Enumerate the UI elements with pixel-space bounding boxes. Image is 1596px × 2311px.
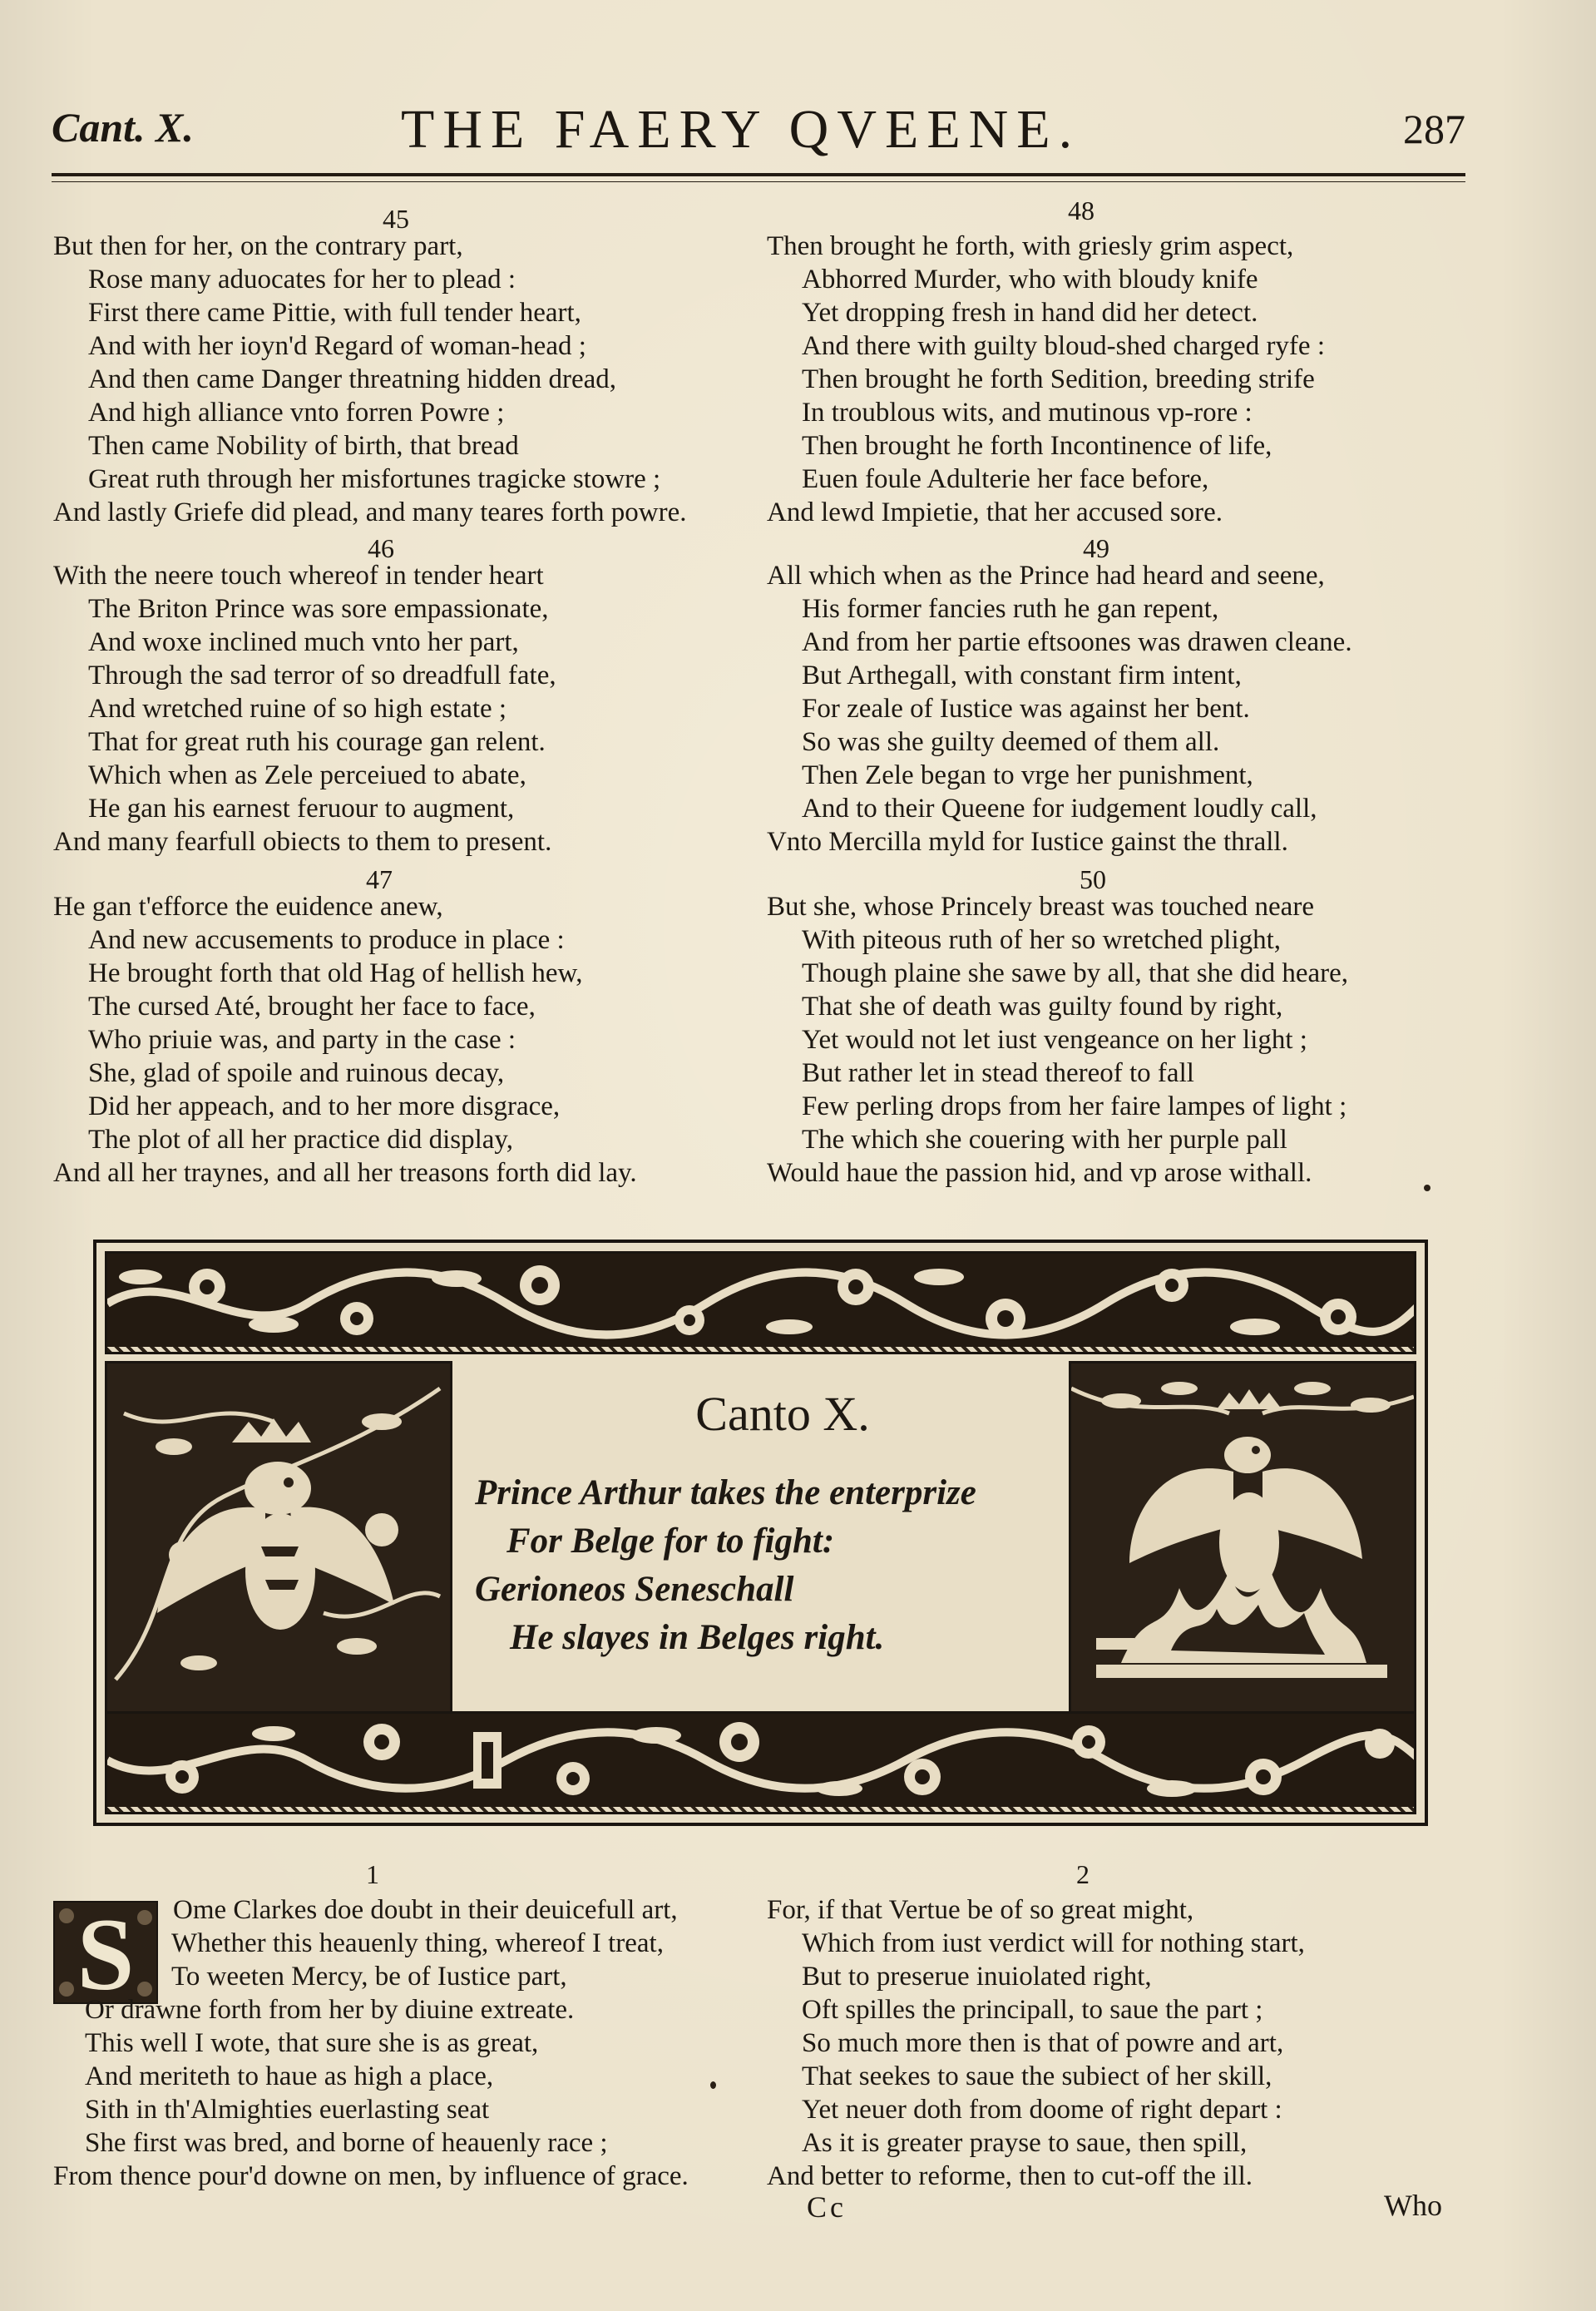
ornamental-frieze-bottom <box>105 1711 1416 1814</box>
verse-line: And many fearfull obiects to them to present. <box>53 827 552 857</box>
verse-line: First there came Pittie, with full tender heart, <box>88 298 581 328</box>
argument-line: Prince Arthur takes the enterprize <box>475 1473 976 1512</box>
vine-ornament-icon <box>107 1714 1416 1807</box>
page-number: 287 <box>1403 106 1465 152</box>
verse-line: And meriteth to haue as high a place, <box>85 2061 494 2091</box>
verse-line: And better to reforme, then to cut-off the ill. <box>767 2161 1253 2191</box>
verse-line: Or drawne forth from her by diuine extreate. <box>85 1995 575 2025</box>
drop-cap-letter: S <box>77 1901 135 2004</box>
argument-line: Gerioneos Seneschall <box>475 1570 794 1609</box>
verse-line: So was she guilty deemed of them all. <box>802 727 1220 757</box>
argument-line: For Belge for to fight: <box>506 1522 835 1561</box>
woodcut-eagle-left <box>105 1361 452 1715</box>
verse-line: But to preserue inuiolated right, <box>802 1962 1152 1992</box>
verse-line: She first was bred, and borne of heauenly race ; <box>85 2128 608 2158</box>
verse-line: But rather let in stead thereof to fall <box>802 1058 1194 1088</box>
verse-line: Sith in th'Almighties euerlasting seat <box>85 2095 490 2125</box>
verse-line: Yet neuer doth from doome of right depart : <box>802 2095 1282 2125</box>
verse-line: Through the sad terror of so dreadfull fate, <box>88 661 556 690</box>
verse-line: And new accusements to produce in place : <box>88 925 565 955</box>
signature-mark: Cc <box>807 2190 847 2224</box>
verse-line: As it is greater prayse to saue, then spill, <box>802 2128 1248 2158</box>
argument-line: He slayes in Belges right. <box>510 1618 885 1657</box>
verse-line: But Arthegall, with constant firm intent, <box>802 661 1242 690</box>
verse-line: And to their Queene for iudgement loudly call, <box>802 794 1317 824</box>
verse-line: Which from iust verdict will for nothing start, <box>802 1928 1305 1958</box>
woodcut-phoenix-right <box>1069 1361 1416 1715</box>
stanza-number: 48 <box>1068 195 1094 225</box>
ink-speck <box>1424 1185 1430 1191</box>
verse-line: The which she couering with her purple pall <box>802 1125 1287 1155</box>
verse-line: And from her partie eftsoones was drawen cleane. <box>802 627 1352 657</box>
verse-line: Though plaine she sawe by all, that she did heare, <box>802 958 1349 988</box>
verse-line: That she of death was guilty found by right, <box>802 992 1283 1022</box>
vine-ornament-icon <box>107 1254 1416 1347</box>
verse-line: And all her traynes, and all her treasons forth did lay. <box>53 1158 637 1188</box>
canto-headpiece <box>93 1240 1428 1826</box>
verse-line: Oft spilles the principall, to saue the part ; <box>802 1995 1263 2025</box>
verse-line: Would haue the passion hid, and vp arose withall. <box>767 1158 1312 1188</box>
verse-line: And high alliance vnto forren Powre ; <box>88 398 505 428</box>
verse-line: Then came Nobility of birth, that bread <box>88 431 519 461</box>
verse-line: This well I wote, that sure she is as great, <box>85 2028 539 2058</box>
verse-line: He brought forth that old Hag of hellish hew, <box>88 958 583 988</box>
verse-line: Which when as Zele perceiued to abate, <box>88 760 526 790</box>
verse-line: Vnto Mercilla myld for Iustice gainst the thrall. <box>767 827 1288 857</box>
canto-title: Canto X. <box>695 1387 870 1441</box>
ink-speck <box>710 2081 716 2089</box>
verse-line: She, glad of spoile and ruinous decay, <box>88 1058 505 1088</box>
verse-line: Did her appeach, and to her more disgrace, <box>88 1091 561 1121</box>
verse-line: Then brought he forth Incontinence of life, <box>802 431 1272 461</box>
verse-line: Who priuie was, and party in the case : <box>88 1025 516 1055</box>
verse-line: So much more then is that of powre and art, <box>802 2028 1284 2058</box>
verse-line: Ome Clarkes doe doubt in their deuicefull art, <box>173 1895 678 1925</box>
verse-line: Rose many aduocates for her to plead : <box>88 265 516 294</box>
stanza-number: 46 <box>368 533 394 563</box>
phoenix-in-flames-icon <box>1071 1363 1414 1713</box>
verse-line: Abhorred Murder, who with bloudy knife <box>802 265 1258 294</box>
verse-line: And there with guilty bloud-shed charged ryfe : <box>802 331 1325 361</box>
verse-line: Whether this heauenly thing, whereof I treat, <box>171 1928 664 1958</box>
verse-line: Yet would not let iust vengeance on her light ; <box>802 1025 1307 1055</box>
running-header <box>52 90 1465 169</box>
verse-line: He gan his earnest feruour to augment, <box>88 794 515 824</box>
verse-line: To weeten Mercy, be of Iustice part, <box>171 1962 567 1992</box>
verse-line: For, if that Vertue be of so great might, <box>767 1895 1194 1925</box>
stanza-number: 49 <box>1083 533 1109 563</box>
verse-line: With the neere touch whereof in tender heart <box>53 561 544 591</box>
verse-line: That for great ruth his courage gan relent. <box>88 727 546 757</box>
verse-line: And with her ioyn'd Regard of woman-head ; <box>88 331 586 361</box>
catchword: Who <box>1384 2189 1442 2222</box>
verse-line: But then for her, on the contrary part, <box>53 231 463 261</box>
verse-line: For zeale of Iustice was against her bent. <box>802 694 1250 724</box>
verse-line: And woxe inclined much vnto her part, <box>88 627 519 657</box>
verse-line: And lewd Impietie, that her accused sore. <box>767 497 1223 527</box>
verse-line: Then brought he forth Sedition, breeding strife <box>802 364 1315 394</box>
verse-line: The plot of all her practice did display, <box>88 1125 514 1155</box>
verse-line: With piteous ruth of her so wretched plight, <box>802 925 1282 955</box>
verse-line: In troublous wits, and mutinous vp-rore : <box>802 398 1253 428</box>
verse-line: Great ruth through her misfortunes tragicke stowre ; <box>88 464 661 494</box>
verse-line: The Briton Prince was sore empassionate, <box>88 594 549 624</box>
crowned-eagle-icon <box>107 1363 450 1713</box>
verse-line: Then Zele began to vrge her punishment, <box>802 760 1253 790</box>
verse-line: That seekes to saue the subiect of her skill, <box>802 2061 1272 2091</box>
canto-argument <box>475 1469 976 1662</box>
verse-line: And wretched ruine of so high estate ; <box>88 694 507 724</box>
verse-line: Few perling drops from her faire lampes of light ; <box>802 1091 1347 1121</box>
verse-line: He gan t'efforce the euidence anew, <box>53 892 443 922</box>
verse-line: From thence pour'd downe on men, by influence of grace. <box>53 2161 689 2191</box>
verse-line: His former fancies ruth he gan repent, <box>802 594 1219 624</box>
verse-line: All which when as the Prince had heard and seene, <box>767 561 1325 591</box>
canto-marker: Cant. X. <box>52 104 194 151</box>
header-rule-thin <box>52 181 1465 182</box>
verse-line: But she, whose Princely breast was touched neare <box>767 892 1314 922</box>
verse-line: And lastly Griefe did plead, and many teares forth powre. <box>53 497 687 527</box>
verse-line: Then brought he forth, with griesly grim aspect, <box>767 231 1294 261</box>
stanza-number: 1 <box>366 1859 379 1889</box>
verse-line: Euen foule Adulterie her face before, <box>802 464 1209 494</box>
stanza-number: 45 <box>383 204 409 234</box>
stanza-number: 50 <box>1080 864 1106 894</box>
stanza-number: 47 <box>366 864 393 894</box>
verse-line: Yet dropping fresh in hand did her detect. <box>802 298 1258 328</box>
verse-line: And then came Danger threatning hidden dread, <box>88 364 617 394</box>
book-title: THE FAERY QVEENE. <box>401 99 1081 160</box>
stanza-number: 2 <box>1076 1859 1090 1889</box>
ornamental-frieze-top <box>105 1251 1416 1354</box>
verse-line: The cursed Até, brought her face to face, <box>88 992 536 1022</box>
header-rule <box>52 173 1465 176</box>
